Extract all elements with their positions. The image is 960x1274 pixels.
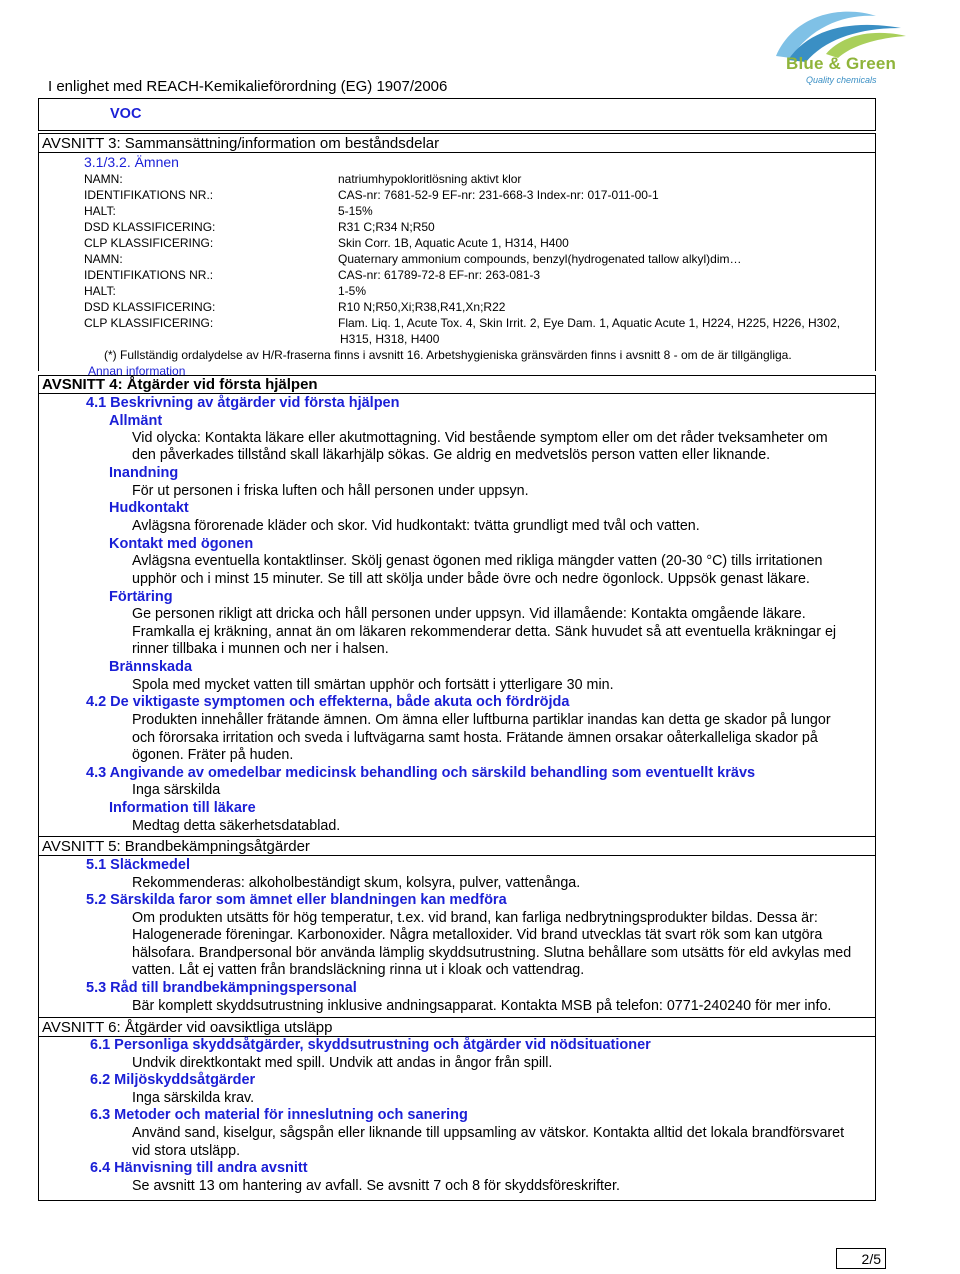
name-label: NAMN:: [84, 172, 123, 186]
regulation-header: I enlighet med REACH-Kemikalieförordning (EG) 1907/2006: [48, 78, 448, 95]
voc-box: [38, 98, 876, 131]
burn-text: Spola med mycket vatten till smärtan upphör och fortsätt i ytterligare 30 min.: [132, 677, 614, 693]
section3-substances-heading: 3.1/3.2. Ämnen: [84, 154, 179, 170]
treatment-text: Inga särskilda: [132, 782, 221, 798]
ingestion-line3: rinner tillbaka i munnen och ner i halsen.: [132, 641, 389, 657]
subsection-6-4: 6.4 Hänvisning till andra avsnitt: [90, 1160, 308, 1176]
substance2-dsd: R10 N;R50,Xi;R38,R41,Xn;R22: [338, 300, 506, 314]
containment-line2: vid stora utsläpp.: [132, 1143, 241, 1159]
burn-heading: Brännskada: [109, 659, 193, 675]
subsection-4-2: 4.2 De viktigaste symptomen och effekterna, både akuta och fördröjda: [86, 694, 570, 710]
extinguishing-text: Rekommenderas: alkoholbeständigt skum, kolsyra, pulver, vattenånga.: [132, 875, 581, 891]
ingestion-line2: Framkalla ej kräkning, annat än om läkaren rekommenderar detta. Sänk huvudet så att eventuella kräkningar ej: [132, 624, 837, 640]
hazards-line2: Halogenerade föreningar. Karbonoxider. Några metalloxider. Vid brand utvecklas tät svart rök som kan utgöra: [132, 927, 823, 943]
subsection-5-1: 5.1 Släckmedel: [86, 857, 190, 873]
other-sections-text: Se avsnitt 13 om hantering av avfall. Se avsnitt 7 och 8 för skyddsföreskrifter.: [132, 1178, 620, 1194]
subsection-6-3: 6.3 Metoder och material för inneslutning och sanering: [90, 1107, 468, 1123]
halt-label: HALT:: [84, 284, 116, 298]
ingestion-heading: Förtäring: [109, 589, 173, 605]
substance1-clp: Skin Corr. 1B, Aquatic Acute 1, H314, H400: [338, 236, 569, 250]
company-logo: [766, 6, 916, 92]
inhalation-heading: Inandning: [109, 465, 179, 481]
substance1-halt: 5-15%: [338, 204, 373, 218]
hazards-line1: Om produkten utsätts för hög temperatur, t.ex. vid brand, kan farliga nedbrytningsprodukter bildas. Dessa är:: [132, 910, 818, 926]
section3-title: AVSNITT 3: Sammansättning/information om beståndsdelar: [42, 135, 440, 152]
section5-title: AVSNITT 5: Brandbekämpningsåtgärder: [42, 838, 310, 855]
general-heading: Allmänt: [109, 413, 163, 429]
eye-contact-line1: Avlägsna eventuella kontaktlinser. Skölj genast ögonen med rikliga mängder vatten (20-30 °C) tills irritationen: [132, 553, 823, 569]
section3-footnote: (*) Fullständig ordalydelse av H/R-fraserna finns i avsnitt 16. Arbetshygieniska gränsvärden finns i avsnitt 8 - om de är tillgängliga.: [104, 348, 792, 362]
doctor-info-text: Medtag detta säkerhetsdatablad.: [132, 818, 341, 834]
symptoms-line1: Produkten innehåller frätande ämnen. Om ämna eller luftburna partiklar inandas kan detta ge skador på lungor: [132, 712, 831, 728]
id-label: IDENTIFIKATIONS NR.:: [84, 268, 214, 282]
subsection-4-3: 4.3 Angivande av omedelbar medicinsk behandling och särskild behandling som eventuellt krävs: [86, 765, 756, 781]
page-number: 2/5: [836, 1248, 886, 1268]
containment-line1: Använd sand, kiselgur, sågspån eller liknande till uppsamling av vätskor. Kontakta alltid det lokala brandförsvaret: [132, 1125, 845, 1141]
clp-label: CLP KLASSIFICERING:: [84, 236, 214, 250]
subsection-6-2: 6.2 Miljöskyddsåtgärder: [90, 1072, 256, 1088]
section6-title: AVSNITT 6: Åtgärder vid oavsiktliga utsläpp: [42, 1019, 333, 1036]
subsection-6-1: 6.1 Personliga skyddsåtgärder, skyddsutrustning och åtgärder vid nödsituationer: [90, 1037, 651, 1053]
substance1-id: CAS-nr: 7681-52-9 EF-nr: 231-668-3 Index-nr: 017-011-00-1: [338, 188, 659, 202]
substance2-clp: Flam. Liq. 1, Acute Tox. 4, Skin Irrit. 2, Eye Dam. 1, Aquatic Acute 1, H224, H225, H226, H302,: [338, 316, 841, 330]
substance1-dsd: R31 C;R34 N;R50: [338, 220, 435, 234]
subsection-5-3: 5.3 Råd till brandbekämpningspersonal: [86, 980, 357, 996]
eye-contact-line2: upphör och i minst 15 minuter. Se till att skölja under både övre och nedre ögonlock. Uppsök genast läkare.: [132, 571, 810, 587]
skin-contact-text: Avlägsna förorenade kläder och skor. Vid hudkontakt: tvätta grundligt med tvål och vatten.: [132, 518, 700, 534]
environmental-precautions-text: Inga särskilda krav.: [132, 1090, 255, 1106]
personal-precautions-text: Undvik direktkontakt med spill. Undvik att andas in ångor från spill.: [132, 1055, 553, 1071]
substance2-halt: 1-5%: [338, 284, 367, 298]
id-label: IDENTIFIKATIONS NR.:: [84, 188, 214, 202]
inhalation-text: För ut personen i friska luften och håll personen under uppsyn.: [132, 483, 529, 499]
logo-title: Blue & Green: [786, 54, 897, 73]
hazards-line3: hälsofara. Brandpersonal bör använda lämplig skyddsutrustning. Slutna behållare som utsätts för eld avkylas med: [132, 945, 852, 961]
substance1-name: natriumhypokloritlösning aktivt klor: [338, 172, 522, 186]
doctor-info-heading: Information till läkare: [109, 800, 256, 816]
substance2-id: CAS-nr: 61789-72-8 EF-nr: 263-081-3: [338, 268, 541, 282]
substance2-name: Quaternary ammonium compounds, benzyl(hydrogenated tallow alkyl)dim…: [338, 252, 742, 266]
general-text-line1: Vid olycka: Kontakta läkare eller akutmottagning. Vid bestående symptom eller om det råder tveksamheter om: [132, 430, 828, 446]
symptoms-line2: och förorsaka irritation och sveda i luftvägarna samt hosta. Frätande ämnen orsakar oåterkalleliga skador på: [132, 730, 818, 746]
substance2-clp-cont: H315, H318, H400: [340, 332, 440, 346]
other-information-link[interactable]: Annan information: [88, 364, 186, 378]
name-label: NAMN:: [84, 252, 123, 266]
dsd-label: DSD KLASSIFICERING:: [84, 220, 216, 234]
firefighter-advice-text: Bär komplett skyddsutrustning inklusive andningsapparat. Kontakta MSB på telefon: 0771-240240 för mer info.: [132, 998, 832, 1014]
logo-subtitle: Quality chemicals: [806, 75, 877, 85]
ingestion-line1: Ge personen rikligt att dricka och håll personen under uppsyn. Vid illamående: Kontakta omgående läkare.: [132, 606, 806, 622]
general-text-line2: den påverkades tillstånd skall läkarhjälp sökas. Ge aldrig en medvetslös person vatten eller liknande.: [132, 447, 771, 463]
page-number-underline: [836, 1268, 886, 1269]
section4-title: AVSNITT 4: Åtgärder vid första hjälpen: [42, 376, 318, 393]
clp-label: CLP KLASSIFICERING:: [84, 316, 214, 330]
symptoms-line3: ögonen. Fräter på huden.: [132, 747, 294, 763]
subsection-5-2: 5.2 Särskilda faror som ämnet eller blandningen kan medföra: [86, 892, 507, 908]
hazards-line4: vatten. Låt ej vatten från brandsläckning rinna ut i kloak och vattendrag.: [132, 962, 585, 978]
skin-contact-heading: Hudkontakt: [109, 500, 189, 516]
eye-contact-heading: Kontakt med ögonen: [109, 536, 254, 552]
voc-label: VOC: [110, 106, 142, 122]
dsd-label: DSD KLASSIFICERING:: [84, 300, 216, 314]
halt-label: HALT:: [84, 204, 116, 218]
subsection-4-1: 4.1 Beskrivning av åtgärder vid första hjälpen: [86, 395, 400, 411]
